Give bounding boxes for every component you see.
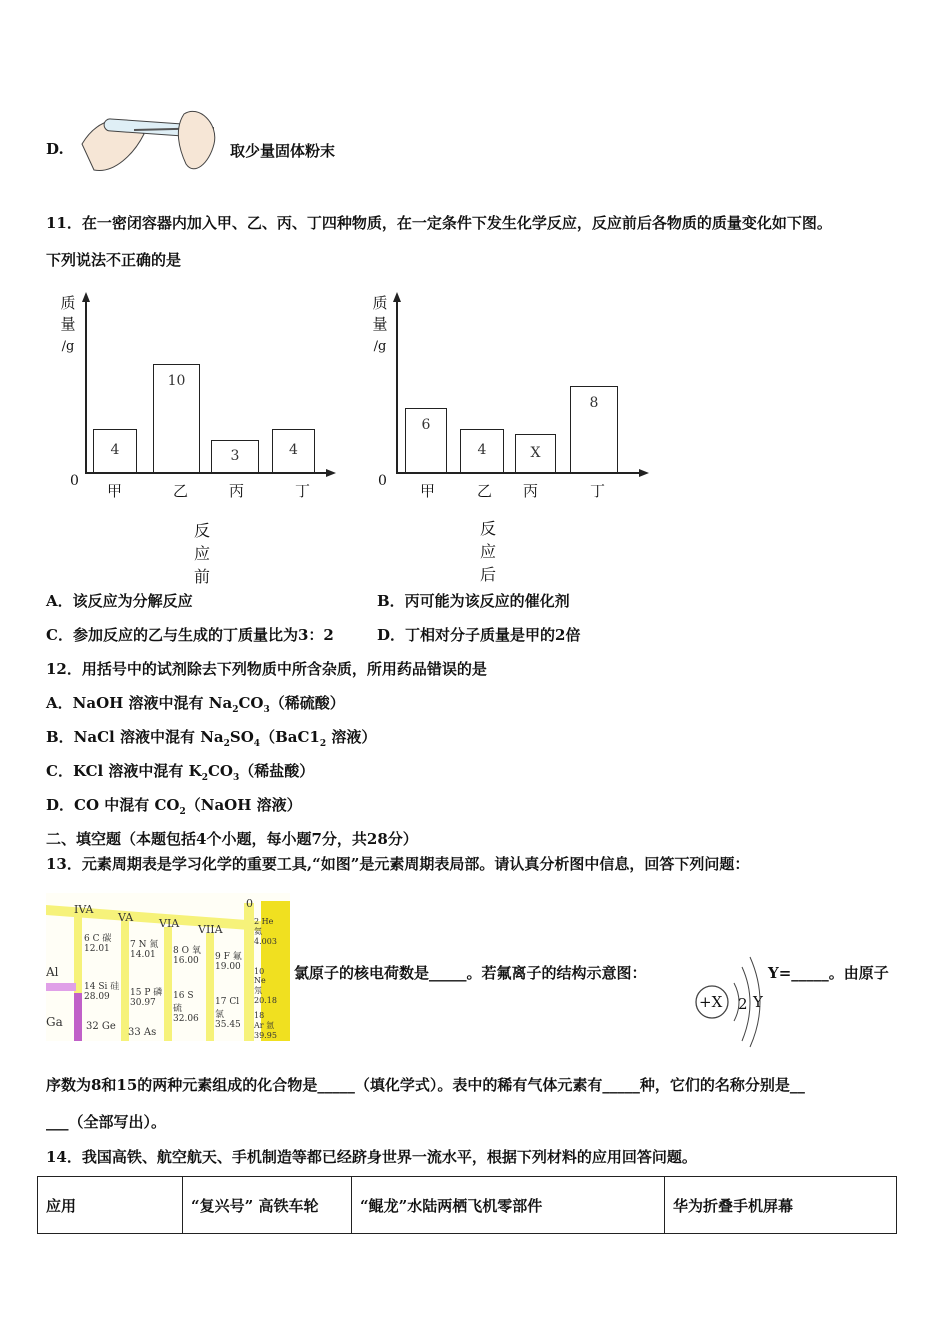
table-cell: “复兴号” 高铁车轮 (183, 1177, 352, 1234)
q12-option-b: B．NaCl 溶液中混有 $Na_2SO_4(BaC1_2$ 溶液） (46, 728, 377, 749)
q12-option-d: D．CO 中混有 $CO_2(NaOH$ 溶液） (46, 796, 302, 817)
q13-text-line2: 序数为8和15的两种元素组成的化合物是_____（填化学式）。表中的稀有气体元素有_____种，它们的名称分别是__ (46, 1076, 805, 1094)
bar-丙 (211, 440, 259, 473)
table-cell: 应用 (38, 1177, 183, 1234)
bar-value-label: 8 (589, 394, 599, 411)
table-cell: “鲲龙”水陆两栖飞机零部件 (352, 1177, 665, 1234)
q11-stem-line2: 下列说法不正确的是 (46, 251, 182, 269)
section-2-heading: 二、填空题（本题包括4个小题，每小题7分，共28分） (46, 830, 418, 848)
category-label: 甲 (420, 482, 436, 500)
q14-stem: 14．我国高铁、航空航天、手机制造等都已经跻身世界一流水平，根据下列材料的应用回答问题。 (46, 1148, 697, 1166)
bar-value-label: 6 (421, 416, 431, 433)
bar-value-label: X (530, 444, 541, 461)
bar-甲 (93, 429, 137, 473)
table-cell: 华为折叠手机屏幕 (665, 1177, 897, 1234)
bar-甲 (405, 408, 447, 473)
category-label: 丙 (229, 482, 245, 500)
bar-丁 (570, 386, 618, 473)
bar-value-label: 10 (167, 373, 186, 389)
y-axis-arrow (82, 292, 90, 302)
bar-丙 (515, 434, 556, 473)
bar-value-label: 4 (110, 442, 120, 459)
q13-text-line3: ___（全部写出）。 (46, 1113, 167, 1131)
q13-text-part2: Y=_____。由原子 (768, 964, 889, 982)
x-axis-arrow (326, 469, 336, 477)
x-axis-arrow (639, 469, 649, 477)
q11-option-c: C．参加反应的乙与生成的丁质量比为3：2 (46, 626, 334, 644)
bar-丁 (272, 429, 315, 473)
q12-option-c: C．KCl 溶液中混有 $K_2CO_3$（稀盐酸） (46, 762, 315, 783)
y-axis-arrow (393, 292, 401, 302)
q10-option-d-text: 取少量固体粉末 (230, 142, 336, 160)
q11-option-a: A．该反应为分解反应 (46, 592, 193, 610)
bar-乙 (153, 364, 200, 473)
q13-stem: 13．元素周期表是学习化学的重要工具,“如图”是元素周期表局部。请认真分析图中信息，回答下列问题： (46, 855, 750, 873)
y-axis (396, 300, 398, 474)
category-label: 乙 (477, 482, 493, 500)
bar-value-label: 4 (477, 442, 487, 459)
q11-option-d: D．丁相对分子质量是甲的2倍 (377, 626, 581, 644)
fluoride-ion-structure-diagram: +X 2 Y (692, 955, 772, 1050)
origin-label: 0 (378, 473, 387, 489)
category-label: 丁 (590, 482, 606, 500)
chart-title: 反应后 (480, 519, 497, 584)
q12-stem: 12．用括号中的试剂除去下列物质中所含杂质，所用药品错误的是 (46, 660, 487, 678)
y-axis-label: 质 量 /g (372, 294, 388, 354)
q14-materials-table (37, 1176, 897, 1234)
bar-乙 (460, 429, 504, 473)
table-row (38, 1177, 897, 1234)
chart-title: 反应前 (194, 521, 211, 586)
q13-text-part1: 氯原子的核电荷数是_____。若氟离子的结构示意图： (294, 964, 647, 982)
category-label: 丁 (295, 482, 311, 500)
q11-stem-line1: 11．在一密闭容器内加入甲、乙、丙、丁四种物质，在一定条件下发生化学反应，反应前后各物质的质量变化如下图。 (46, 214, 832, 232)
bar-value-label: 3 (230, 447, 240, 464)
q10-option-d-label: D. (46, 140, 64, 158)
q11-option-b: B．丙可能为该反应的催化剂 (377, 592, 570, 610)
category-label: 甲 (107, 482, 123, 500)
periodic-table-excerpt-image: IVA VA VIA VIIA 0 6 C 碳 12.01 7 N 氮 14.01 8 O 氧 16.00 9 F 氟 19.00 2 He 氦 4.003 14 Si 硅 28.09 15 P 磷 30.97 16 S 硫 32.06 17 Cl 氯 35.45 10 Ne 氖 20.18 18 Ar 氩 39.95 Al Ga 32 Ge 33 As (46, 893, 290, 1041)
y-axis-label: 质 量 /g (60, 294, 76, 354)
category-label: 丙 (523, 482, 539, 500)
y-axis (85, 300, 87, 474)
test-tube-powder-illustration (74, 104, 224, 178)
category-label: 乙 (173, 482, 189, 500)
q12-option-a: A．NaOH 溶液中混有 $Na_2CO_3$（稀硫酸） (46, 694, 345, 715)
origin-label: 0 (70, 473, 79, 489)
bar-value-label: 4 (289, 442, 298, 459)
